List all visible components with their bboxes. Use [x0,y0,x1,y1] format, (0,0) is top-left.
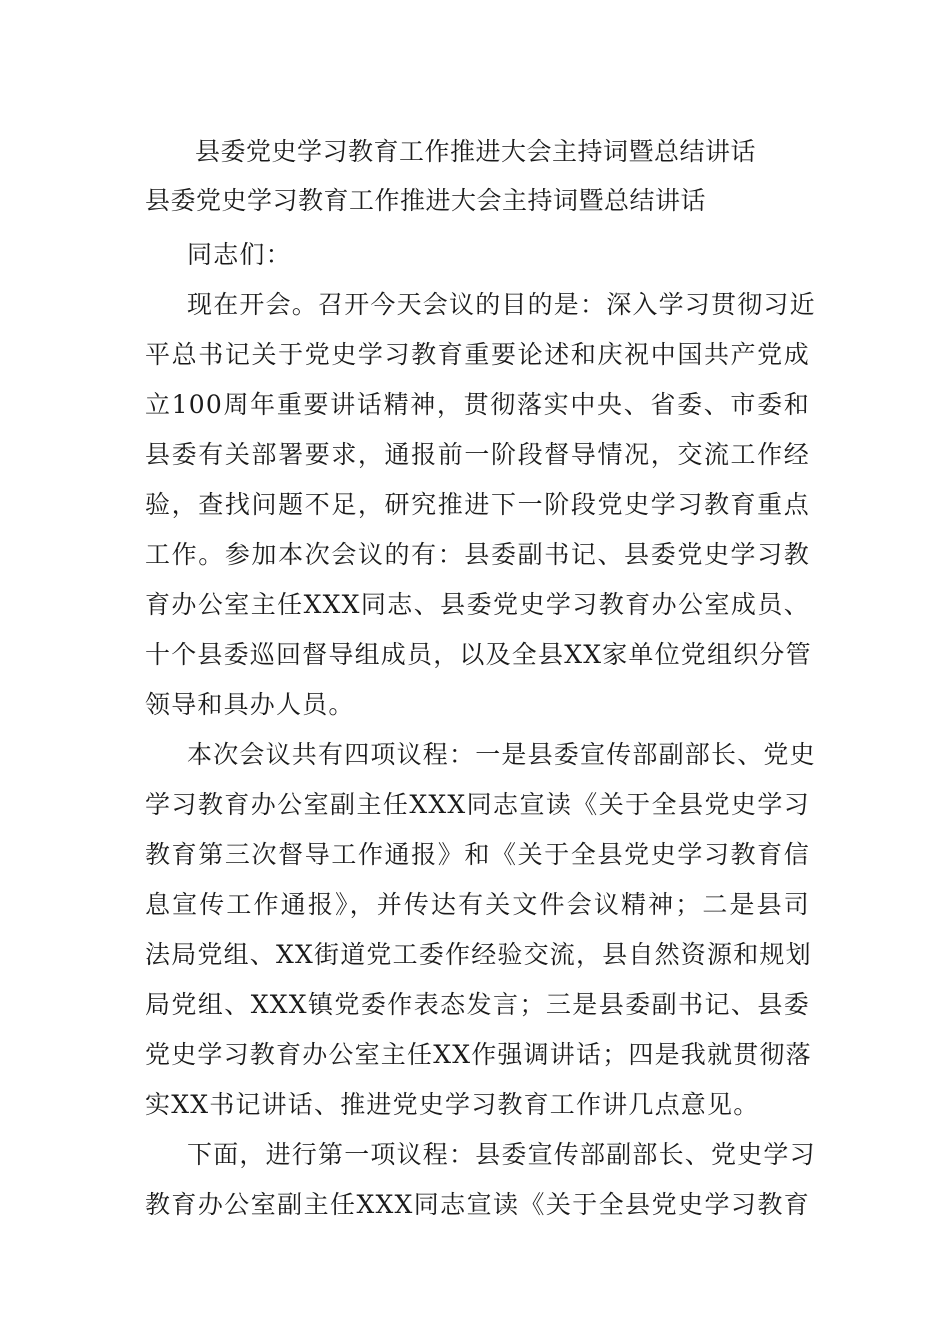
paragraph-1-line: 领导和具办人员。 [145,690,355,719]
document-body [145,230,816,1230]
paragraph-2-line: 学习教育办公室副主任XXX同志宣读《关于全县党史学习 [145,790,810,819]
paragraph-2-line: 本次会议共有四项议程：一是县委宣传部副部长、党史 [187,740,816,769]
paragraph-1-line: 十个县委巡回督导组成员，以及全县XX家单位党组织分管 [145,640,812,669]
paragraph-1-line: 平总书记关于党史学习教育重要论述和庆祝中国共产党成 [145,340,810,369]
paragraph-1-line: 工作。参加本次会议的有：县委副书记、县委党史学习教 [145,540,810,569]
paragraph-2-line: 教育第三次督导工作通报》和《关于全县党史学习教育信 [145,840,810,869]
paragraph-2-line: 实XX书记讲话、推进党史学习教育工作讲几点意见。 [145,1090,760,1119]
paragraph-2-line: 党史学习教育办公室主任XX作强调讲话；四是我就贯彻落 [145,1040,812,1069]
paragraph-3-line: 教育办公室副主任XXX同志宣读《关于全县党史学习教育 [145,1190,810,1219]
salutation-line: 同志们： [187,240,292,269]
paragraph-3-line: 下面，进行第一项议程：县委宣传部副部长、党史学习 [187,1140,816,1169]
paragraph-1-line: 育办公室主任XXX同志、县委党史学习教育办公室成员、 [145,590,810,619]
document-title: 县委党史学习教育工作推进大会主持词暨总结讲话 [195,137,757,166]
paragraph-1-line: 立100周年重要讲话精神，贯彻落实中央、省委、市委和 [145,390,810,419]
paragraph-2-line: 局党组、XXX镇党委作表态发言；三是县委副书记、县委 [145,990,810,1019]
paragraph-1-line: 验，查找问题不足，研究推进下一阶段党史学习教育重点 [145,490,810,519]
paragraph-1-line: 县委有关部署要求，通报前一阶段督导情况，交流工作经 [145,440,810,469]
paragraph-2-line: 法局党组、XX街道党工委作经验交流，县自然资源和规划 [145,940,812,969]
paragraph-1-line: 现在开会。召开今天会议的目的是：深入学习贯彻习近 [187,290,816,319]
document-subtitle: 县委党史学习教育工作推进大会主持词暨总结讲话 [145,186,707,215]
paragraph-2-line: 息宣传工作通报》，并传达有关文件会议精神；二是县司 [145,890,810,919]
